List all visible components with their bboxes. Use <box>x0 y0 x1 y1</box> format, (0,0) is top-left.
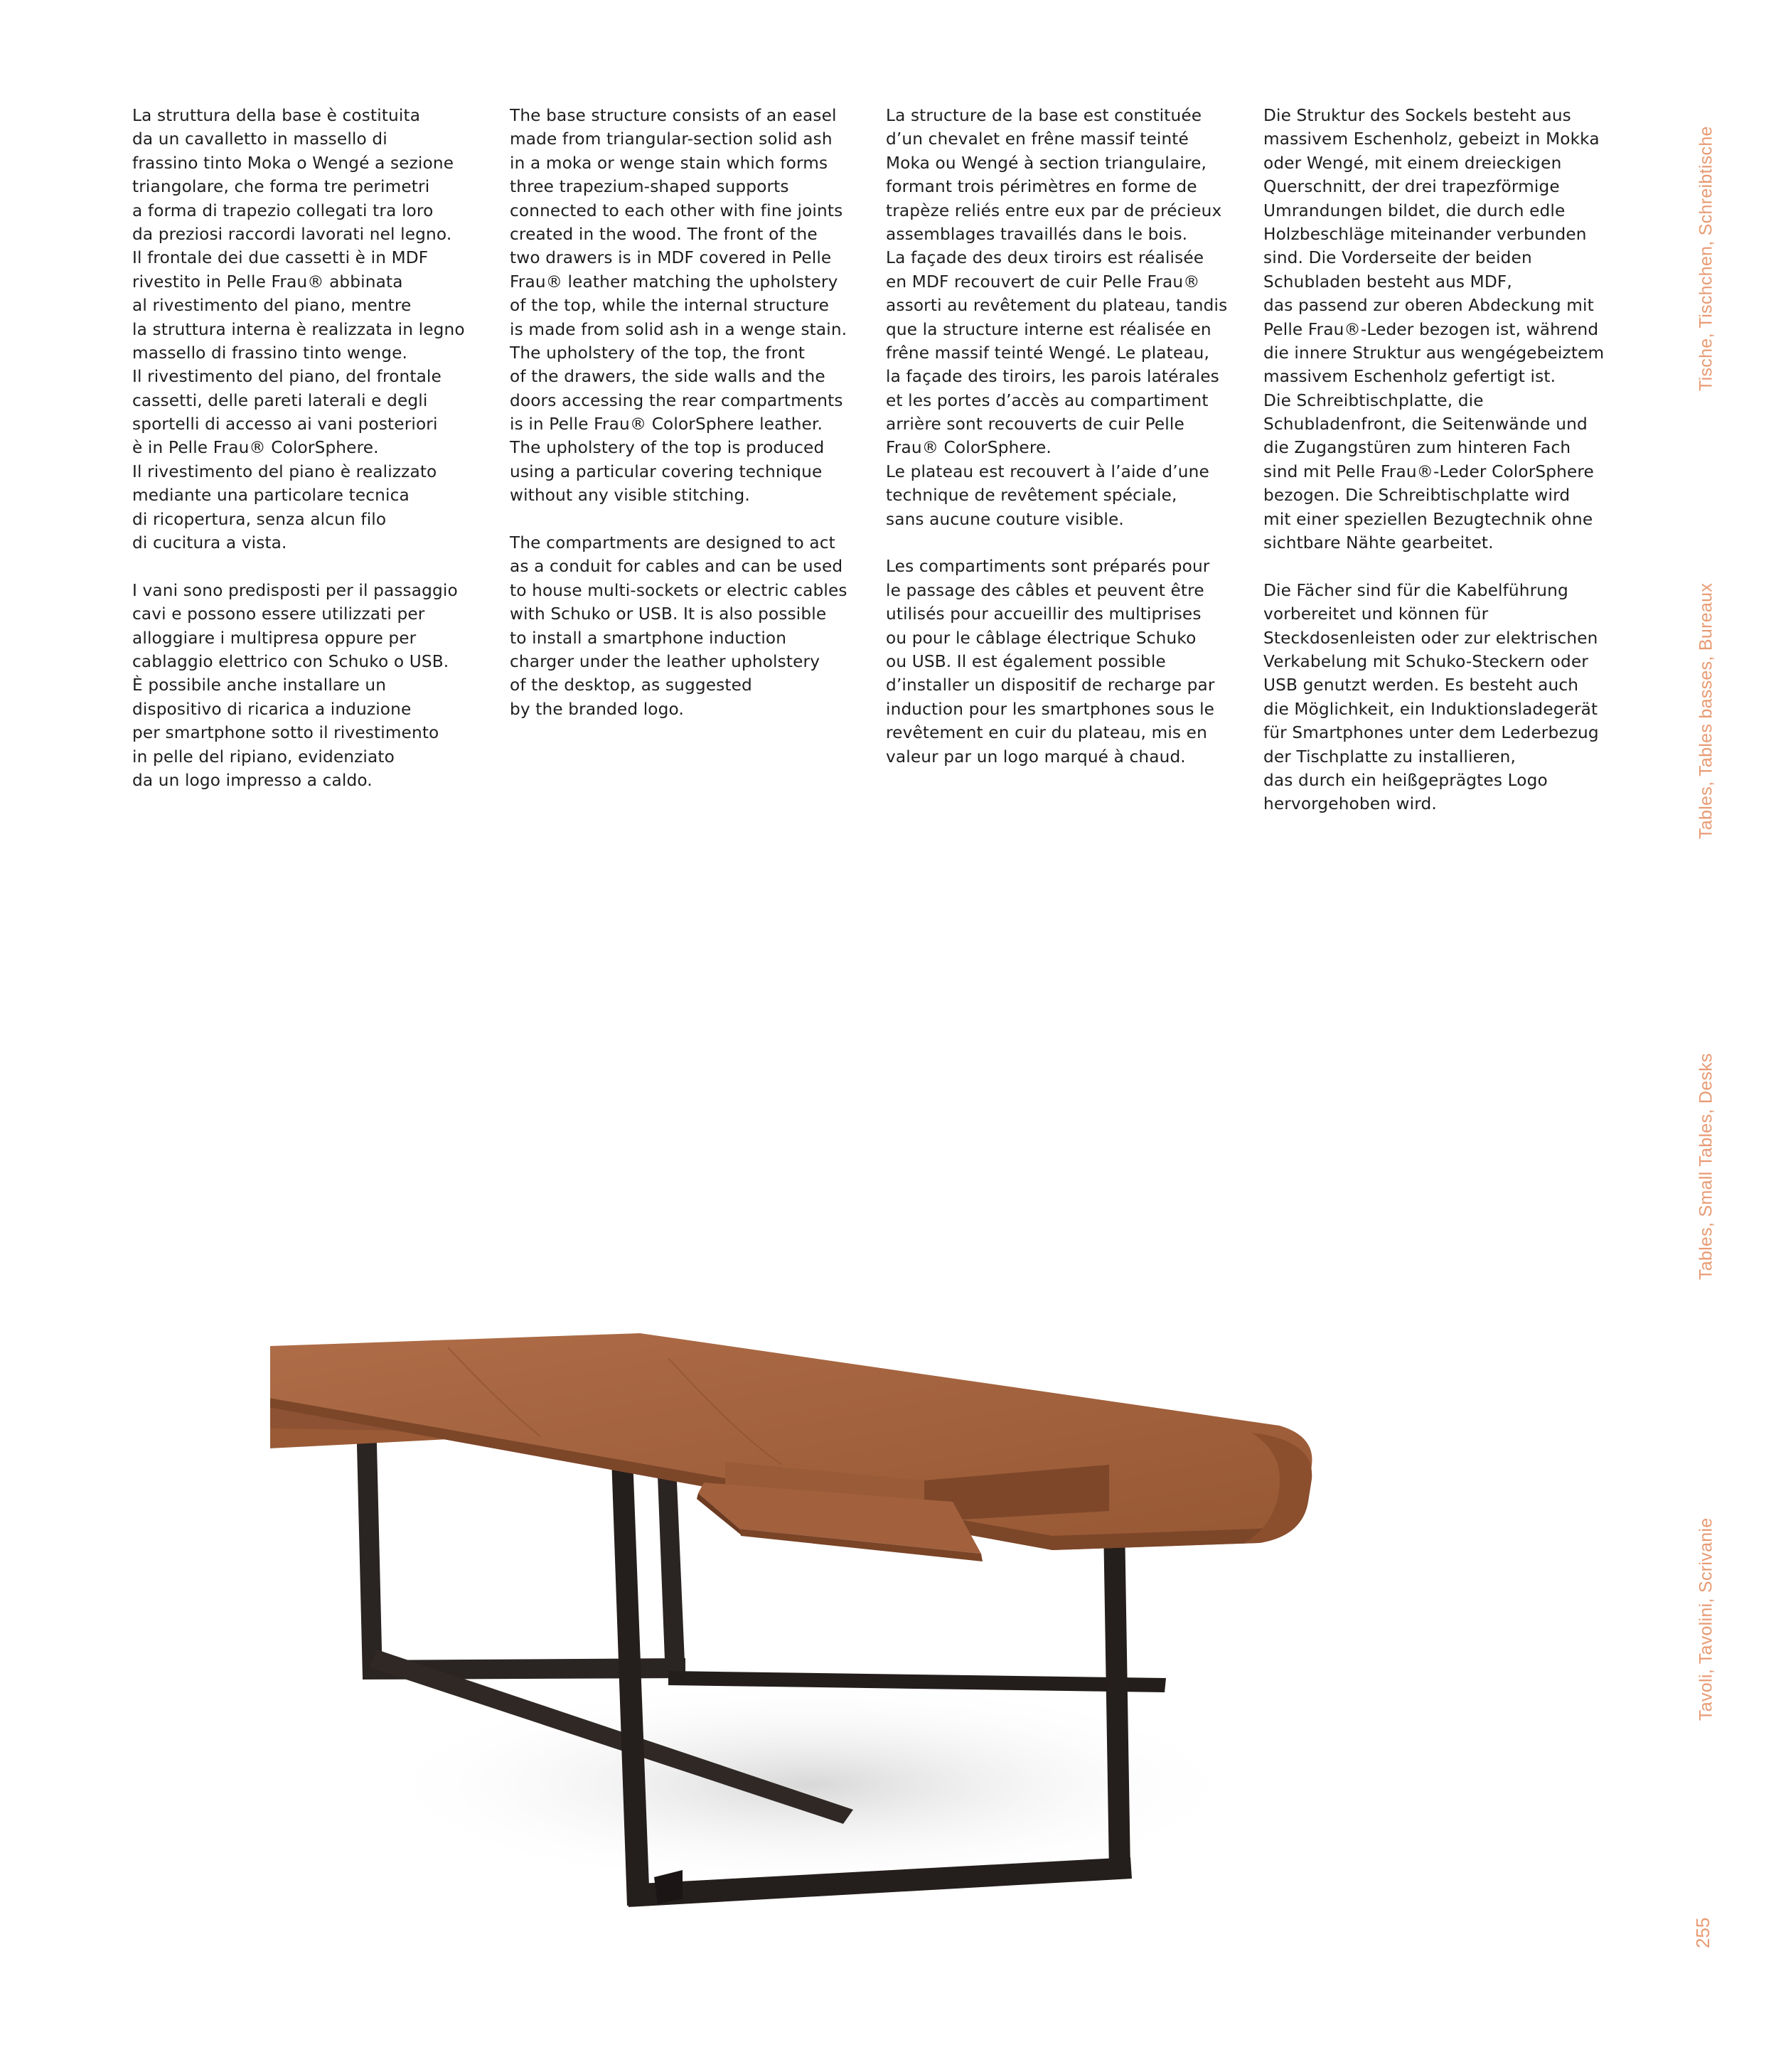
text-line: assemblages travaillés dans le bois. <box>886 224 1188 244</box>
text-column-german <box>1263 104 1619 816</box>
text-line: made from triangular-section solid ash <box>510 129 833 149</box>
text-line: per smartphone sotto il rivestimento <box>132 723 439 743</box>
text-line: d’un chevalet en frêne massif teinté <box>886 129 1189 149</box>
text-line: formant trois périmètres en forme de <box>886 177 1197 197</box>
text-line: cavi e possono essere utilizzati per <box>132 604 425 624</box>
text-line: The upholstery of the top is produced <box>510 438 825 458</box>
text-line: al rivestimento del piano, mentre <box>132 296 412 316</box>
text-line: da un logo impresso a caldo. <box>132 770 373 790</box>
text-line: et les portes d’accès au compartiment <box>886 390 1209 410</box>
text-line: le passage des câbles et peuvent être <box>886 580 1204 600</box>
text-line: Die Fächer sind für die Kabelführung <box>1263 580 1568 600</box>
paragraph-gap <box>510 508 865 531</box>
text-line: sichtbare Nähte gearbeitet. <box>1263 533 1494 553</box>
text-line: der Tischplatte zu installieren, <box>1263 747 1516 767</box>
text-line: Steckdosenleisten oder zur elektrischen <box>1263 628 1598 648</box>
text-line: für Smartphones unter dem Lederbezug <box>1263 723 1599 743</box>
text-line: without any visible stitching. <box>510 486 750 506</box>
text-line: created in the wood. The front of the <box>510 224 818 244</box>
text-line: USB genutzt werden. Es besteht auch <box>1263 675 1579 695</box>
text-line: la struttura interna è realizzata in legno <box>132 319 465 339</box>
text-line: Il frontale dei due cassetti è in MDF <box>132 248 429 268</box>
side-label-french: Tables, Tables basses, Bureaux <box>1696 582 1716 839</box>
text-line: mediante una particolare tecnica <box>132 486 410 506</box>
text-line: da preziosi raccordi lavorati nel legno. <box>132 224 452 244</box>
text-line: Moka ou Wengé à section triangulaire, <box>886 153 1207 173</box>
text-line: with Schuko or USB. It is also possible <box>510 604 827 624</box>
text-line: dispositivo di ricarica a induzione <box>132 699 412 719</box>
text-column-italian <box>132 104 488 792</box>
side-label-italian: Tavoli, Tavolini, Scrivanie <box>1696 1517 1716 1721</box>
text-line: technique de revêtement spéciale, <box>886 486 1177 506</box>
text-line: doors accessing the rear compartments <box>510 390 843 410</box>
side-label-english: Tables, Small Tables, Desks <box>1696 1053 1716 1280</box>
text-line: cablaggio elettrico con Schuko o USB. <box>132 651 449 671</box>
text-line: Schubladenfront, die Seitenwände und <box>1263 415 1588 434</box>
text-line: Il rivestimento del piano è realizzato <box>132 461 437 481</box>
text-line: La structure de la base est constituée <box>886 106 1202 125</box>
text-line: The upholstery of the top, the front <box>510 343 806 363</box>
text-line: using a particular covering technique <box>510 461 823 481</box>
text-line: Die Struktur des Sockels besteht aus <box>1263 106 1571 125</box>
text-line: vorbereitet und können für <box>1263 604 1489 624</box>
text-line: die Möglichkeit, ein Induktionsladegerät <box>1263 699 1598 719</box>
text-line: assorti au revêtement du plateau, tandis <box>886 296 1228 316</box>
text-line: The base structure consists of an easel <box>510 106 837 125</box>
paragraph-gap <box>886 531 1241 555</box>
text-line: triangolare, che forma tre perimetri <box>132 177 430 197</box>
text-line: The compartments are designed to act <box>510 533 835 553</box>
text-line: is made from solid ash in a wenge stain. <box>510 319 847 339</box>
text-line: La struttura della base è costituita <box>132 106 421 125</box>
text-line: arrière sont recouverts de cuir Pelle <box>886 415 1184 434</box>
paragraph-gap <box>1263 555 1619 578</box>
text-line: cassetti, delle pareti laterali e degli <box>132 390 428 410</box>
text-line: as a conduit for cables and can be used <box>510 557 843 577</box>
text-line: of the desktop, as suggested <box>510 675 752 695</box>
text-line: bezogen. Die Schreibtischplatte wird <box>1263 486 1571 506</box>
paragraph-gap <box>132 555 488 578</box>
text-line: in pelle del ripiano, evidenziato <box>132 747 395 767</box>
text-line: connected to each other with fine joints <box>510 201 843 220</box>
text-line: en MDF recouvert de cuir Pelle Frau® <box>886 272 1200 292</box>
text-line: frêne massif teinté Wengé. Le plateau, <box>886 343 1210 363</box>
text-line: by the branded logo. <box>510 699 684 719</box>
text-line: La façade des deux tiroirs est réalisée <box>886 248 1204 268</box>
text-line: oder Wengé, mit einem dreieckigen <box>1263 153 1562 173</box>
text-line: I vani sono predisposti per il passaggio <box>132 580 458 600</box>
text-line: sportelli di accesso ai vani posteriori <box>132 415 438 434</box>
text-line: utilisés pour accueillir des multiprises <box>886 604 1202 624</box>
text-line: alloggiare i multipresa oppure per <box>132 628 417 648</box>
text-line: Schubladen besteht aus MDF, <box>1263 272 1512 292</box>
text-line: Umrandungen bildet, die durch edle <box>1263 201 1566 220</box>
text-line: Pelle Frau®-Leder bezogen ist, während <box>1263 319 1599 339</box>
text-line: que la structure interne est réalisée en <box>886 319 1211 339</box>
text-column-english <box>510 104 865 721</box>
text-line: ou USB. Il est également possible <box>886 651 1166 671</box>
text-line: of the drawers, the side walls and the <box>510 367 825 387</box>
text-line: ou pour le câblage électrique Schuko <box>886 628 1197 648</box>
text-line: three trapezium-shaped supports <box>510 177 789 197</box>
desk-product-photo <box>270 1223 1450 1934</box>
text-line: Querschnitt, der drei trapezförmige <box>1263 177 1560 197</box>
text-line: è in Pelle Frau® ColorSphere. <box>132 438 379 458</box>
text-line: È possibile anche installare un <box>132 675 387 695</box>
text-line: in a moka or wenge stain which forms <box>510 153 828 173</box>
text-line: trapèze reliés entre eux par de précieux <box>886 201 1222 220</box>
text-line: Die Schreibtischplatte, die <box>1263 390 1484 410</box>
text-line: a forma di trapezio collegati tra loro <box>132 201 434 220</box>
text-line: of the top, while the internal structure <box>510 296 830 316</box>
text-line: valeur par un logo marqué à chaud. <box>886 747 1186 767</box>
text-line: da un cavalletto in massello di <box>132 129 387 149</box>
text-column-french <box>886 104 1241 769</box>
text-line: mit einer speziellen Bezugtechnik ohne <box>1263 509 1593 529</box>
text-line: hervorgehoben wird. <box>1263 794 1437 814</box>
text-line: la façade des tiroirs, les parois latérales <box>886 367 1219 387</box>
text-line: induction pour les smartphones sous le <box>886 699 1215 719</box>
text-line: to install a smartphone induction <box>510 628 787 648</box>
page-number: 255 <box>1692 1917 1713 1948</box>
text-line: Holzbeschläge miteinander verbunden <box>1263 224 1587 244</box>
text-line: Frau® ColorSphere. <box>886 438 1052 458</box>
text-line: Frau® leather matching the upholstery <box>510 272 838 292</box>
text-line: d’installer un dispositif de recharge par <box>886 675 1215 695</box>
text-line: rivestito in Pelle Frau® abbinata <box>132 272 403 292</box>
text-line: charger under the leather upholstery <box>510 651 820 671</box>
text-line: sind. Die Vorderseite der beiden <box>1263 248 1532 268</box>
text-line: das passend zur oberen Abdeckung mit <box>1263 296 1594 316</box>
text-line: two drawers is in MDF covered in Pelle <box>510 248 832 268</box>
text-line: Les compartiments sont préparés pour <box>886 557 1210 577</box>
text-line: Il rivestimento del piano, del frontale <box>132 367 442 387</box>
text-line: sind mit Pelle Frau®-Leder ColorSphere <box>1263 461 1594 481</box>
text-line: frassino tinto Moka o Wengé a sezione <box>132 153 454 173</box>
text-line: to house multi-sockets or electric cables <box>510 580 847 600</box>
side-label-german: Tische, Tischchen, Schreibtische <box>1696 126 1716 391</box>
text-line: das durch ein heißgeprägtes Logo <box>1263 770 1548 790</box>
text-line: die Zugangstüren zum hinteren Fach <box>1263 438 1571 458</box>
text-line: di ricopertura, senza alcun filo <box>132 509 387 529</box>
text-line: Verkabelung mit Schuko-Steckern oder <box>1263 651 1588 671</box>
text-line: Le plateau est recouvert à l’aide d’une <box>886 461 1209 481</box>
text-line: massello di frassino tinto wenge. <box>132 343 408 363</box>
text-line: revêtement en cuir du plateau, mis en <box>886 723 1207 743</box>
text-line: massivem Eschenholz gefertigt ist. <box>1263 367 1556 387</box>
text-line: di cucitura a vista. <box>132 533 287 553</box>
text-line: die innere Struktur aus wengégebeiztem <box>1263 343 1605 363</box>
text-line: is in Pelle Frau® ColorSphere leather. <box>510 415 823 434</box>
text-line: sans aucune couture visible. <box>886 509 1124 529</box>
text-line: massivem Eschenholz, gebeizt in Mokka <box>1263 129 1600 149</box>
